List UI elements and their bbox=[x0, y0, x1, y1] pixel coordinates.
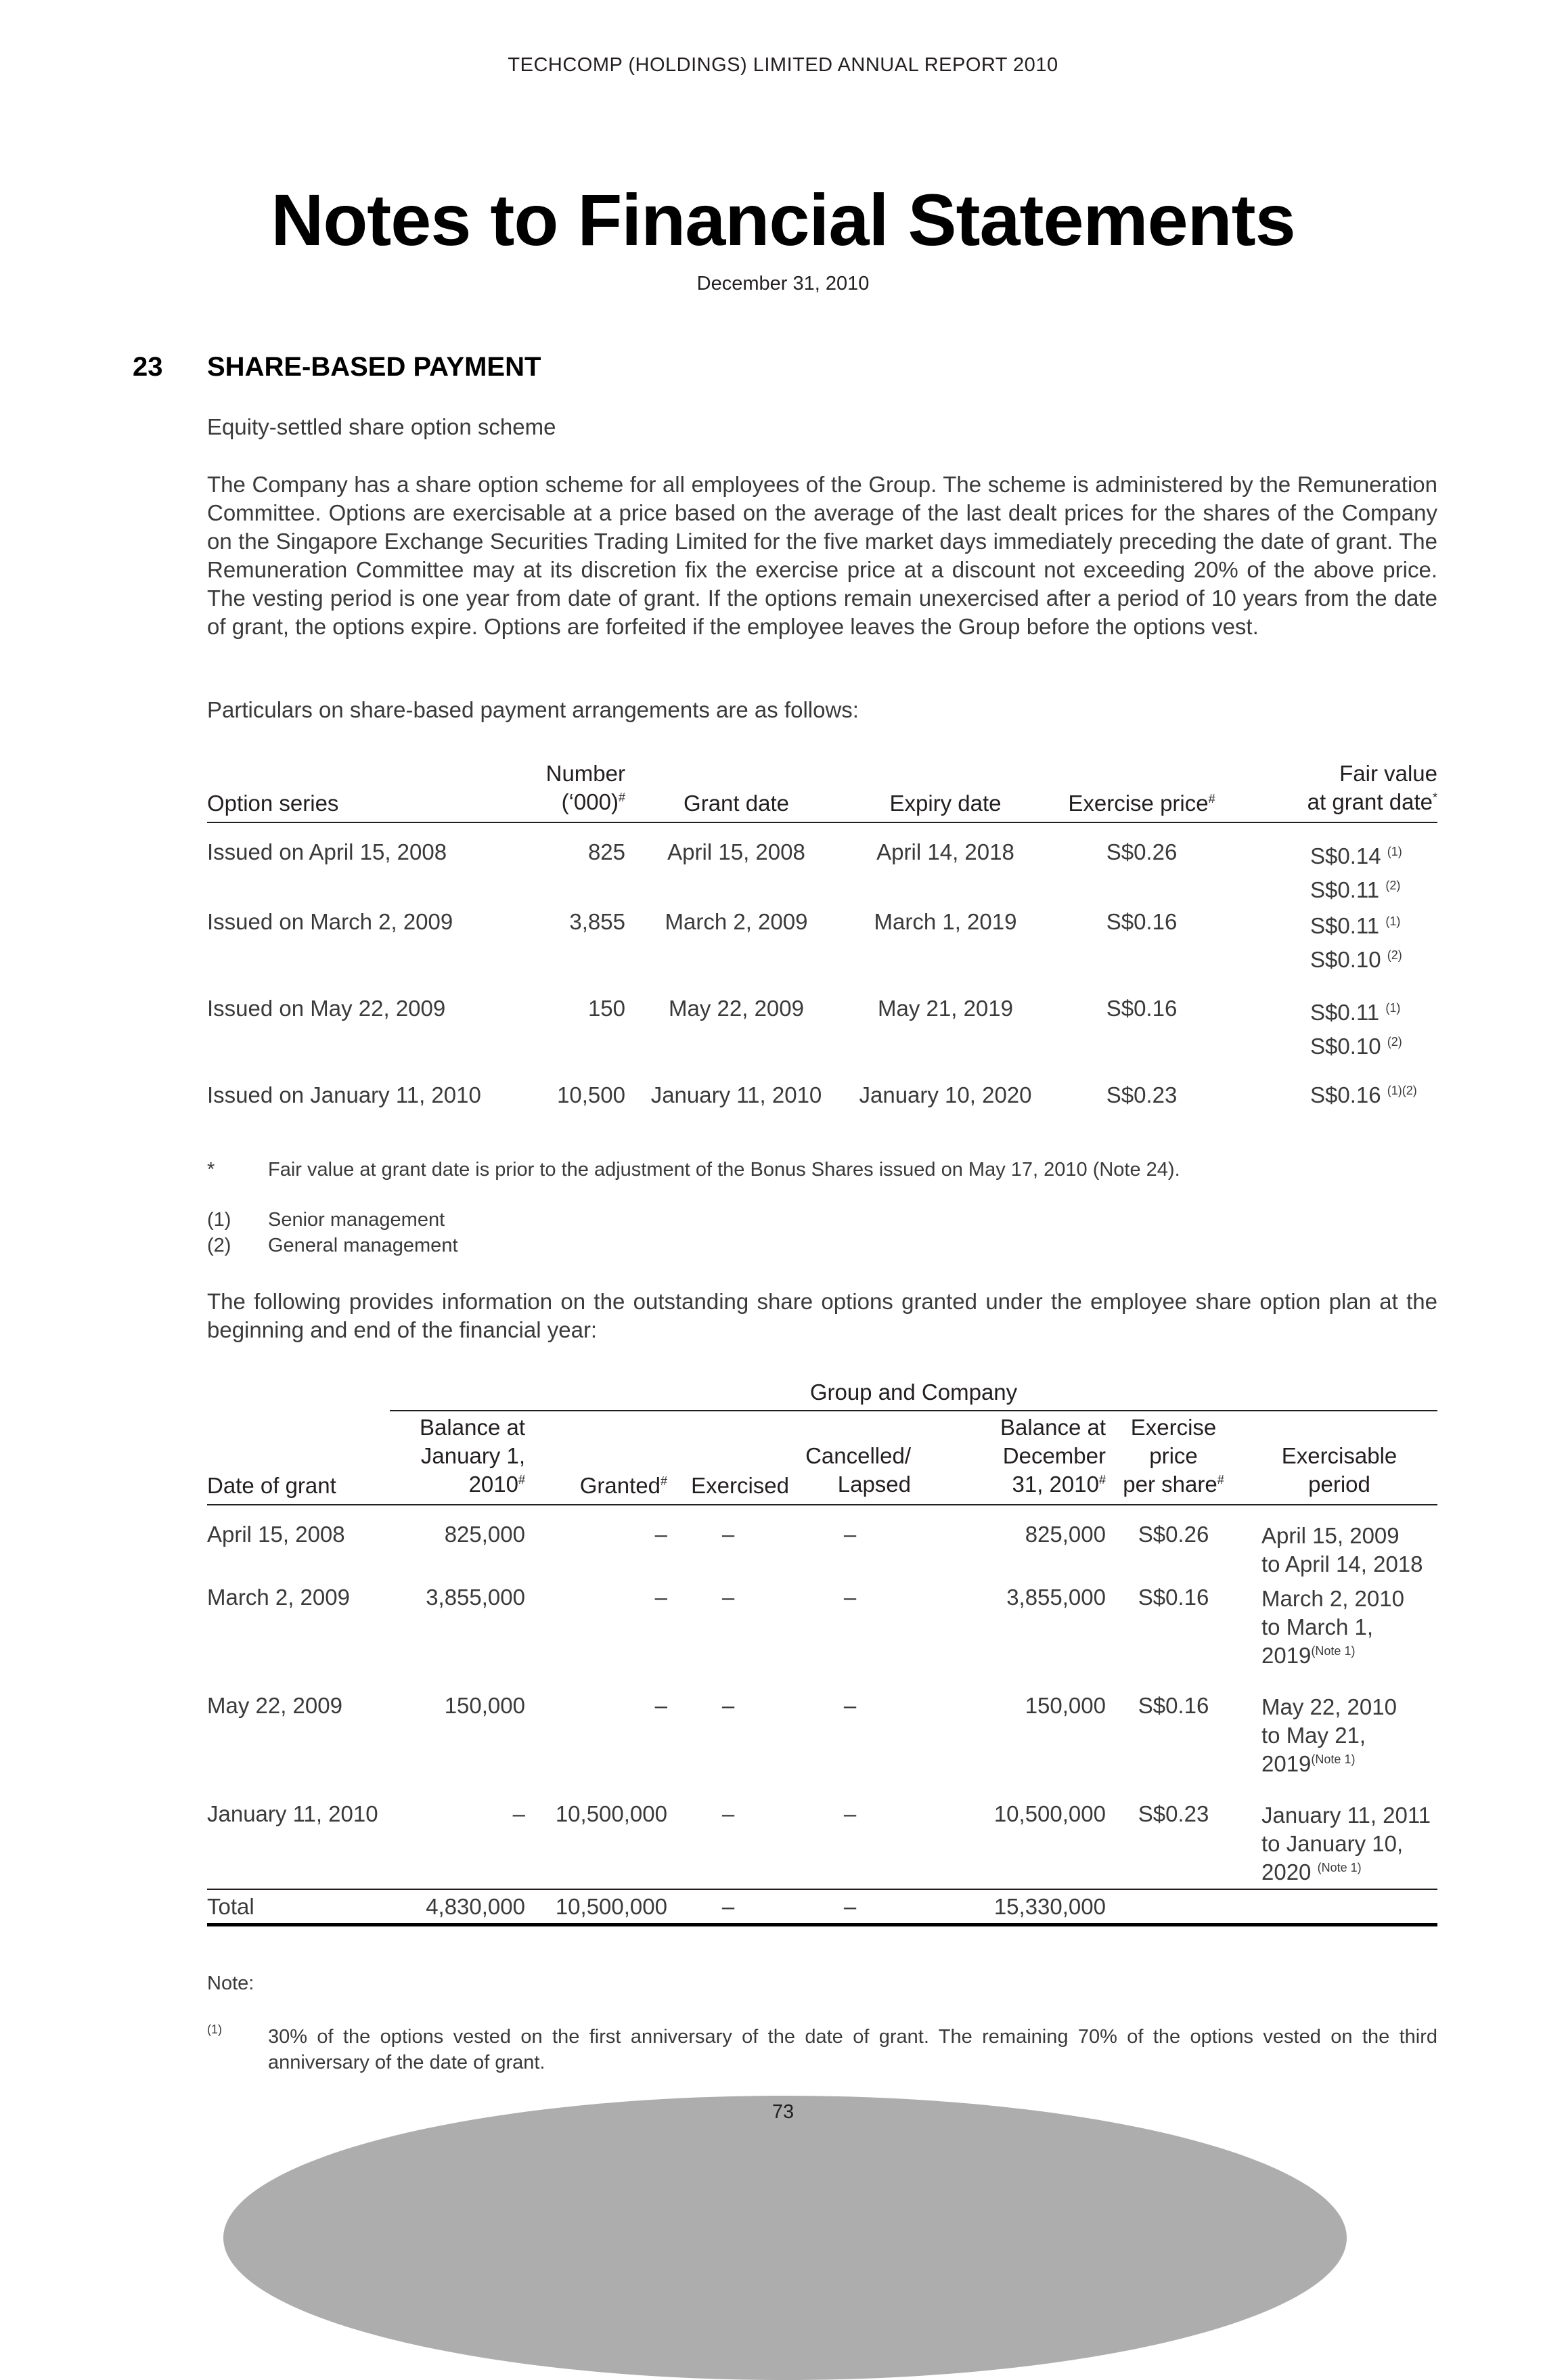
cell-date: May 22, 2009 bbox=[207, 1693, 342, 1718]
scheme-description: The Company has a share option scheme for all employees of the Group. The scheme is administered by the Remuneration Committee. Options are exercisable at a price based on the average of the last dealt prices for the shares of the Company on the Singapore Exchange Securities Trading Limited for the five market days immediately preceding the date of grant. The Remuneration Committee may at its discretion fix the exercise price at a discount not exceeding 20% of the above price. The vesting period is one year from date of grant. If the options remain unexercised after a period of 10 years from the date of grant, the options expire. Options are forfeited if the employee leaves the Group before the options vest. bbox=[207, 472, 1437, 639]
cell-balance-start: 150,000 bbox=[444, 1693, 525, 1718]
cell-granted: – bbox=[654, 1522, 667, 1547]
cell-balance-end: 10,500,000 bbox=[993, 1801, 1106, 1826]
cell-expiry-date: January 10, 2020 bbox=[859, 1082, 1032, 1107]
cell-number: 3,855 bbox=[569, 909, 625, 934]
table-row bbox=[207, 1585, 1437, 1693]
footnote-mark: (2) bbox=[207, 1235, 231, 1256]
col-date-of-grant: Date of grant bbox=[207, 1473, 336, 1498]
col-exercised: Exercised bbox=[691, 1473, 789, 1498]
table-row bbox=[207, 909, 1437, 996]
outstanding-options-intro: The following provides information on the outstanding share options granted under the employee share option plan at the beginning and end of the financial year: bbox=[207, 1289, 1437, 1342]
col-grant-date: Grant date bbox=[684, 791, 789, 816]
cell-exercised: – bbox=[721, 1585, 735, 1610]
cell-balance-start: 3,855,000 bbox=[426, 1585, 525, 1610]
cell-fair-value: S$0.11 $^{(1)}$ S$0.10 $^{(2)}$ bbox=[1310, 913, 1402, 972]
footer-arc bbox=[223, 2096, 1347, 2380]
page-date: December 31, 2010 bbox=[696, 273, 870, 294]
note-text: 30% of the options vested on the first anniversary of the date of grant. The remaining 70% of the options vested on the third anniversary of the date of grant. bbox=[268, 2026, 1437, 2073]
cell-expiry-date: March 1, 2019 bbox=[874, 909, 1017, 934]
table-row bbox=[207, 996, 1437, 1082]
col-granted: Granted# bbox=[579, 1473, 667, 1498]
col-balance-start: Balance at January 1, 2010# bbox=[420, 1415, 525, 1497]
col-exercise-price: Exercise price per share# bbox=[1123, 1415, 1224, 1497]
cell-grant-date: March 2, 2009 bbox=[665, 909, 808, 934]
cell-exercised: – bbox=[721, 1693, 735, 1718]
total-cancelled: – bbox=[843, 1894, 857, 1919]
section-number: 23 bbox=[133, 352, 163, 382]
cell-granted: – bbox=[654, 1693, 667, 1718]
cell-price: S$0.23 bbox=[1138, 1801, 1209, 1826]
section-title: SHARE-BASED PAYMENT bbox=[207, 352, 541, 382]
option-series-table bbox=[207, 759, 1437, 1123]
cell-exercise-price: S$0.26 bbox=[1106, 839, 1178, 864]
cell-cancelled: – bbox=[843, 1585, 857, 1610]
cell-price: S$0.16 bbox=[1138, 1585, 1209, 1610]
footnote-text: Fair value at grant date is prior to the adjustment of the Bonus Shares issued on May 17, 2010 (Note 24). bbox=[268, 1159, 1180, 1181]
cell-fair-value: S$0.14 $^{(1)}$ S$0.11 $^{(2)}$ bbox=[1310, 843, 1402, 902]
cell-period: May 22, 2010 to May 21, 2019$^{(Note 1)}$ bbox=[1261, 1694, 1397, 1776]
cell-date: March 2, 2009 bbox=[207, 1585, 350, 1610]
cell-price: S$0.16 bbox=[1138, 1693, 1209, 1718]
section-subheading: Equity-settled share option scheme bbox=[207, 414, 556, 439]
cell-date: April 15, 2008 bbox=[207, 1522, 345, 1547]
col-option-series: Option series bbox=[207, 791, 339, 816]
cell-number: 825 bbox=[587, 839, 625, 864]
note-label: Note: bbox=[207, 1973, 254, 1994]
table-row bbox=[207, 1801, 1437, 1889]
cell-balance-end: 825,000 bbox=[1025, 1522, 1106, 1547]
cell-series: Issued on April 15, 2008 bbox=[207, 839, 447, 864]
cell-expiry-date: April 14, 2018 bbox=[876, 839, 1014, 864]
cell-exercise-price: S$0.23 bbox=[1106, 1082, 1178, 1107]
cell-balance-start: – bbox=[512, 1801, 525, 1826]
cell-grant-date: April 15, 2008 bbox=[667, 839, 805, 864]
cell-exercised: – bbox=[721, 1522, 735, 1547]
note-mark: (1) bbox=[207, 2023, 222, 2036]
particulars-intro: Particulars on share-based payment arrangements are as follows: bbox=[207, 697, 859, 722]
footnote-text: General management bbox=[268, 1235, 458, 1256]
footnote-mark: (1) bbox=[207, 1209, 231, 1231]
cell-exercise-price: S$0.16 bbox=[1106, 996, 1178, 1021]
cell-exercise-price: S$0.16 bbox=[1106, 909, 1178, 934]
cell-number: 150 bbox=[587, 996, 625, 1021]
col-number: Number (‘000)# bbox=[545, 761, 625, 814]
cell-number: 10,500 bbox=[557, 1082, 625, 1107]
cell-balance-end: 3,855,000 bbox=[1006, 1585, 1106, 1610]
col-exercisable-period: Exercisable period bbox=[1281, 1443, 1397, 1497]
cell-granted: – bbox=[654, 1585, 667, 1610]
group-company-header: Group and Company bbox=[390, 1380, 1437, 1411]
cell-period: January 11, 2011 to January 10, 2020 $^{(Note 1)}$ bbox=[1261, 1803, 1431, 1885]
cell-fair-value: S$0.16 $^{(1)(2)}$ bbox=[1310, 1082, 1417, 1107]
cell-series: Issued on January 11, 2010 bbox=[207, 1082, 481, 1107]
outstanding-options-table bbox=[207, 1380, 1437, 1926]
table-row bbox=[207, 1693, 1437, 1801]
col-balance-end: Balance at December 31, 2010# bbox=[1000, 1415, 1106, 1497]
total-exercised: – bbox=[721, 1894, 735, 1919]
cell-cancelled: – bbox=[843, 1801, 857, 1826]
col-expiry-date: Expiry date bbox=[889, 791, 1002, 816]
page-number: 73 bbox=[771, 2101, 795, 2123]
cell-period: March 2, 2010 to March 1, 2019$^{(Note 1)}$ bbox=[1261, 1586, 1404, 1668]
table-row bbox=[207, 1505, 1437, 1585]
cell-expiry-date: May 21, 2019 bbox=[878, 996, 1013, 1021]
table-row bbox=[207, 1082, 1437, 1123]
cell-period: April 15, 2009 to April 14, 2018 bbox=[1261, 1523, 1423, 1577]
col-fair-value: Fair value at grant date* bbox=[1307, 761, 1437, 814]
cell-balance-start: 825,000 bbox=[444, 1522, 525, 1547]
cell-date: January 11, 2010 bbox=[207, 1801, 378, 1826]
cell-balance-end: 150,000 bbox=[1025, 1693, 1106, 1718]
total-balance-end: 15,330,000 bbox=[993, 1894, 1106, 1919]
cell-fair-value: S$0.11 $^{(1)}$ S$0.10 $^{(2)}$ bbox=[1310, 1000, 1402, 1059]
cell-exercised: – bbox=[721, 1801, 735, 1826]
footnote-text: Senior management bbox=[268, 1209, 445, 1231]
cell-granted: 10,500,000 bbox=[555, 1801, 667, 1826]
cell-series: Issued on March 2, 2009 bbox=[207, 909, 453, 934]
total-label: Total bbox=[207, 1894, 254, 1919]
cell-grant-date: May 22, 2009 bbox=[669, 996, 804, 1021]
cell-price: S$0.26 bbox=[1138, 1522, 1209, 1547]
report-header: TECHCOMP (HOLDINGS) LIMITED ANNUAL REPORT 2010 bbox=[508, 54, 1058, 76]
cell-grant-date: January 11, 2010 bbox=[650, 1082, 822, 1107]
cell-series: Issued on May 22, 2009 bbox=[207, 996, 446, 1021]
total-row bbox=[207, 1889, 1437, 1924]
table-row bbox=[207, 822, 1437, 909]
total-balance-start: 4,830,000 bbox=[426, 1894, 525, 1919]
col-exercise-price: Exercise price# bbox=[1068, 791, 1215, 816]
cell-cancelled: – bbox=[843, 1693, 857, 1718]
cell-cancelled: – bbox=[843, 1522, 857, 1547]
page-title: Notes to Financial Statements bbox=[271, 179, 1295, 261]
footnote-mark: * bbox=[207, 1159, 215, 1181]
total-granted: 10,500,000 bbox=[555, 1894, 667, 1919]
col-cancelled-lapsed: Cancelled/ Lapsed bbox=[805, 1443, 911, 1497]
